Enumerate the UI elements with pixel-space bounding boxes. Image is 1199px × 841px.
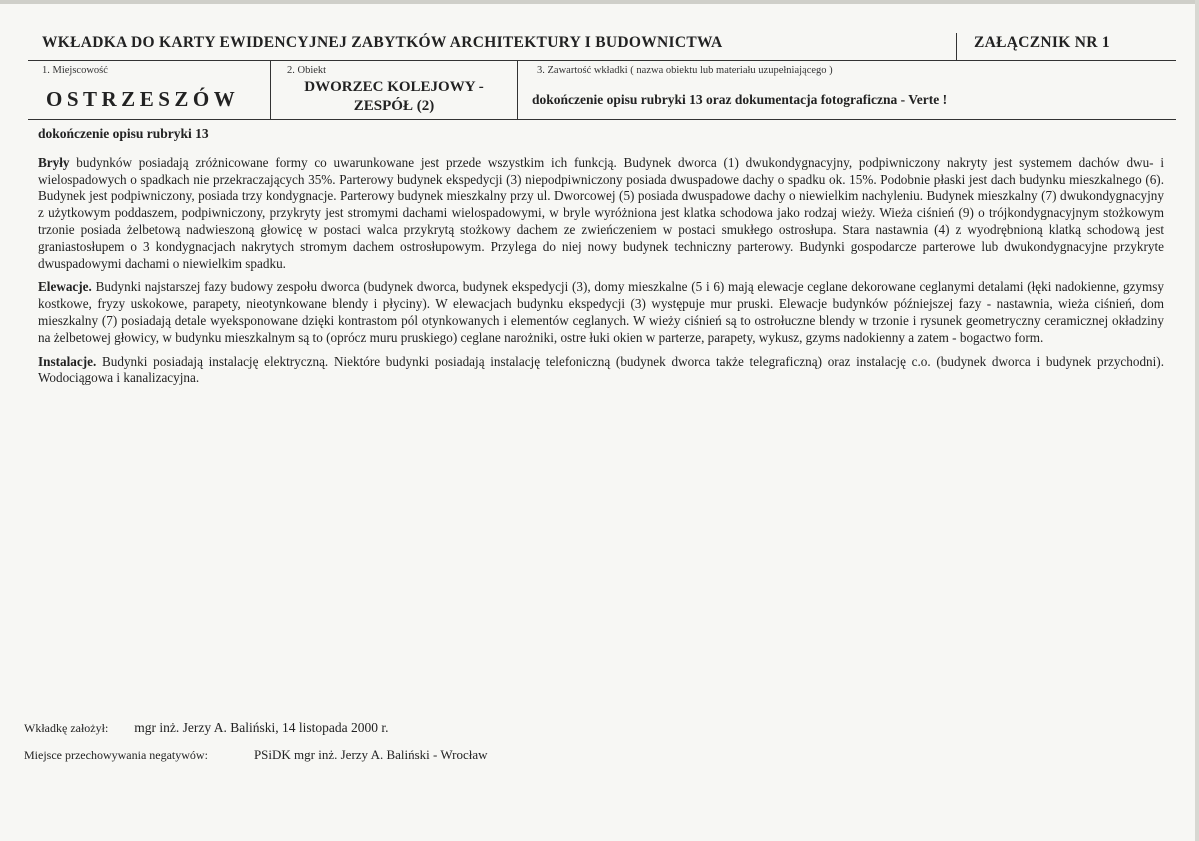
section-subhead: dokończenie opisu rubryki 13 [38,126,209,141]
paragraph-elewacje [38,279,1164,346]
paragraph-instalacje [38,354,1164,388]
negatives-value: PSiDK mgr inż. Jerzy A. Baliński - Wrocław [253,747,488,762]
paragraph-text: budynków posiadają zróżnicowane formy co uwarunkowane jest przede wszystkim ich funkcją. Budynek dworca (1) dwukondygnacyjny, podpiwniczony nakryty jest systemem dachów dwu- i wielospadowych o spadkach nie przekraczających 35%. Parterowy budynek ekspedycji (3) niepodpiwniczony posiada dwuspadowe dachy o spadku ok. 15%. Podobnie płaski jest dach budynku mieszkalnego (6). Budynek jest podpiwniczony, posiada trzy kondygnacje. Parterowy budynek mieszkalny przy ul. Dworcowej (5) posiada dwuspadowe dachy o niewielkim nachyleniu. Budynek mieszkalny (7) dwukondygnacyjny z użytkowym poddaszem, podpiwniczony, przykryty jest stromymi dachami wielospadowymi, w bryle wyróżniona jest klatka schodowa jako rodzaj wieży. Wieża ciśnień (9) o trójkondygnacyjnym stożkowym trzonie posiada żelbetową nadwieszoną głowicę w postaci walca przykrytą stożkowy dachem ze zwieńczeniem w postaci smukłego ostrosłupa. Stara nastawnia (4) z wyodrębnioną klatką schodową jest graniastosłupem o 3 kondygnacjach nakrytych stromym dachem ostrosłupowym. Przylega do niej nowy budynek techniczny parterowy. Budynki gospodarcze parterowe lub dwukondygnacyjne przykryte dwuspadowymi dachami o niewielkim spadku. [38,154,1164,271]
paragraph-text: Budynki posiadają instalację elektryczną. Niektóre budynki posiadają instalację telefoniczną (budynek dworca także telegraficzną) oraz instalację c.o. (budynek dworca i budynek przychodni). Wodociągowa i kanalizacyjna. [38,353,1164,386]
contents-value: dokończenie opisu rubryki 13 oraz dokumentacja fotograficzna - Verte ! [532,92,948,107]
paragraph-lead: Bryły [38,154,70,170]
form-title: WKŁADKA DO KARTY EWIDENCYJNEJ ZABYTKÓW ARCHITEKTURY I BUDOWNICTWA [42,34,723,51]
object-value-line1: DWORZEC KOLEJOWY - [304,79,484,95]
object-value [276,78,512,116]
locality-value: OSTRZESZÓW [46,87,240,111]
object-value-line2: ZESPÓŁ (2) [353,98,435,114]
negatives-label: Miejsce przechowywania negatywów: [24,748,208,762]
header-divider [956,33,957,60]
paragraph-text: Budynki najstarszej fazy budowy zespołu dworca (budynek dworca, budynek ekspedycji (3), domy mieszkalne (5 i 6) mają elewacje ceglane dekorowane ceglanymi detalami (łęki nadokienne, gzymsy kostkowe, fryzy uskokowe, parapety, nieotynkowane blendy i płyciny). W elewacjach budynku ekspedycji (3) występuje mur pruski. Elewacje budynków późniejszej fazy - nastawnia, wieża ciśnień, dom mieszkalny (7) posiadają detale wyeksponowane dzięki kontrastom pól otynkowanych i elementów ceglanych. W wieży ciśnień są to ostrołuczne blendy w trzonie i rysunek geometryczny ceramicznej okładziny na żelbetowej głowicy, w budynku mieszkalnym są to (oprócz muru pruskiego) ceglane narożniki, ostre łuki okien w parterze, parapety, wykusz, gzyms nadokienny a zatem - bogactwo form. [38,279,1164,345]
form-fields-row [28,61,1176,120]
locality-label: 1. Miejscowość [42,65,108,76]
contents-label: 3. Zawartość wkładki ( nazwa obiektu lub materiału uzupełniającego ) [537,65,833,76]
object-label: 2. Obiekt [287,65,327,76]
negatives-row [24,747,488,763]
description-body [38,126,1164,394]
paragraph-bryly [38,155,1164,273]
author-value: mgr inż. Jerzy A. Baliński, 14 listopada 2000 r. [134,720,389,735]
field-divider [517,61,518,119]
paragraph-lead: Instalacje. [38,353,97,369]
scan-edge-right [1195,0,1199,841]
author-label: Wkładkę założył: [24,721,109,735]
scan-edge-top [0,0,1199,4]
paragraph-lead: Elewacje. [38,279,92,295]
form-header [28,30,1176,61]
annex-number: ZAŁĄCZNIK NR 1 [974,34,1110,51]
author-row [24,720,389,736]
field-divider [270,61,271,119]
